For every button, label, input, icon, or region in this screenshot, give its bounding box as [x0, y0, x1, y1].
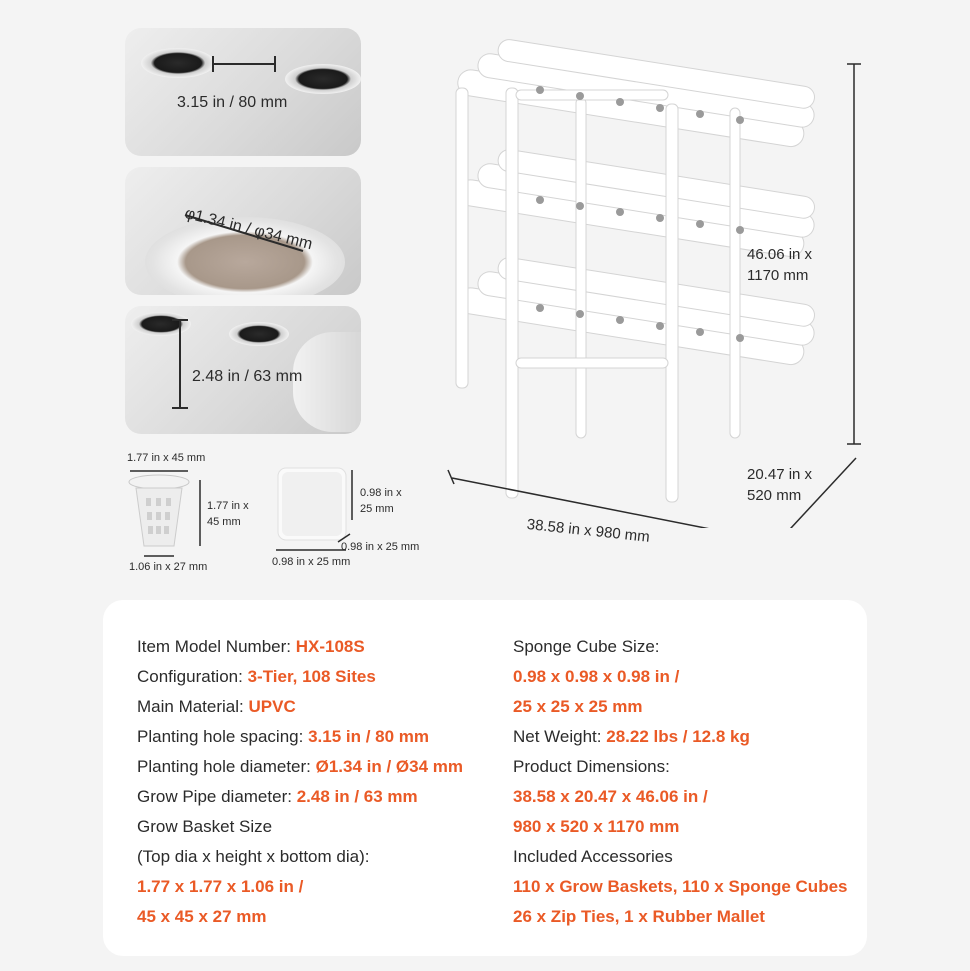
sponge-width-label: 0.98 in x 25 mm: [272, 556, 351, 568]
spec-hole-diameter: [137, 752, 463, 782]
spec-value: HX-108S: [295, 637, 365, 656]
spec-accessories-label: Included Accessories: [513, 847, 673, 866]
basket-height-label-2: 45 mm: [207, 516, 241, 528]
specifications-panel: [103, 600, 867, 956]
spec-value: 3-Tier, 108 Sites: [247, 667, 376, 686]
spec-label: Main Material:: [137, 697, 249, 716]
hole-diameter-photo: [125, 167, 361, 295]
sponge-depth-label: 0.98 in x 25 mm: [341, 541, 420, 553]
spec-accessories-value-1: 110 x Grow Baskets, 110 x Sponge Cubes: [513, 877, 848, 896]
pipe-diameter-label: 2.48 in / 63 mm: [192, 368, 303, 385]
spec-basket-sub: (Top dia x height x bottom dia):: [137, 847, 370, 866]
spacing-measure-line: [125, 28, 361, 156]
hydroponic-tower-image: [420, 28, 880, 528]
spec-label: Net Weight:: [513, 727, 607, 746]
specs-left-column: [137, 632, 463, 932]
basket-bottom-label: 1.06 in x 27 mm: [129, 561, 208, 573]
spec-weight: [513, 722, 848, 752]
spec-model: [137, 632, 463, 662]
spec-value: 2.48 in / 63 mm: [296, 787, 418, 806]
pipe-diameter-photo: [125, 306, 361, 434]
sponge-height-label-1: 0.98 in x: [360, 487, 402, 499]
spec-configuration: [137, 662, 463, 692]
spec-dimensions-value-2: 980 x 520 x 1170 mm: [513, 817, 680, 836]
spec-dimensions-label: Product Dimensions:: [513, 757, 670, 776]
hole-spacing-label: 3.15 in / 80 mm: [177, 94, 288, 111]
spec-label: Configuration:: [137, 667, 248, 686]
spec-label: Item Model Number:: [137, 637, 296, 656]
hole-spacing-photo: [125, 28, 361, 156]
spec-value: UPVC: [248, 697, 296, 716]
basket-top-label: 1.77 in x 45 mm: [127, 452, 206, 464]
height-dimension-label-1: 46.06 in x: [747, 246, 813, 263]
depth-dimension-label-2: 520 mm: [747, 487, 802, 504]
hole-diameter-label: φ1.34 in / φ34 mm: [182, 205, 315, 254]
basket-height-label-1: 1.77 in x: [207, 500, 249, 512]
sponge-height-label-2: 25 mm: [360, 503, 394, 515]
spec-dimensions-value-1: 38.58 x 20.47 x 46.06 in /: [513, 787, 708, 806]
height-dimension-label-2: 1170 mm: [747, 267, 809, 284]
spec-label: Planting hole diameter:: [137, 757, 316, 776]
grow-basket-image: [124, 466, 214, 566]
width-dimension-label: 38.58 in x 980 mm: [526, 515, 651, 546]
spec-sponge-value-2: 25 x 25 x 25 mm: [513, 697, 643, 716]
spec-material: [137, 692, 463, 722]
spec-value: Ø1.34 in / Ø34 mm: [315, 757, 464, 776]
spec-sponge-value-1: 0.98 x 0.98 x 0.98 in /: [513, 667, 680, 686]
spec-basket-value-2: 45 x 45 x 27 mm: [137, 907, 267, 926]
spec-hole-spacing: [137, 722, 463, 752]
specs-right-column: [513, 632, 848, 932]
spec-label: Planting hole spacing:: [137, 727, 309, 746]
spec-value: 3.15 in / 80 mm: [308, 727, 430, 746]
spec-basket-value-1: 1.77 x 1.77 x 1.06 in /: [137, 877, 304, 896]
spec-value: 28.22 lbs / 12.8 kg: [606, 727, 750, 746]
spec-sponge-label: Sponge Cube Size:: [513, 637, 660, 656]
spec-basket-label: Grow Basket Size: [137, 817, 273, 836]
spec-pipe-diameter: [137, 782, 463, 812]
spec-accessories-value-2: 26 x Zip Ties, 1 x Rubber Mallet: [513, 907, 765, 926]
depth-dimension-label-1: 20.47 in x: [747, 466, 813, 483]
spec-label: Grow Pipe diameter:: [137, 787, 297, 806]
